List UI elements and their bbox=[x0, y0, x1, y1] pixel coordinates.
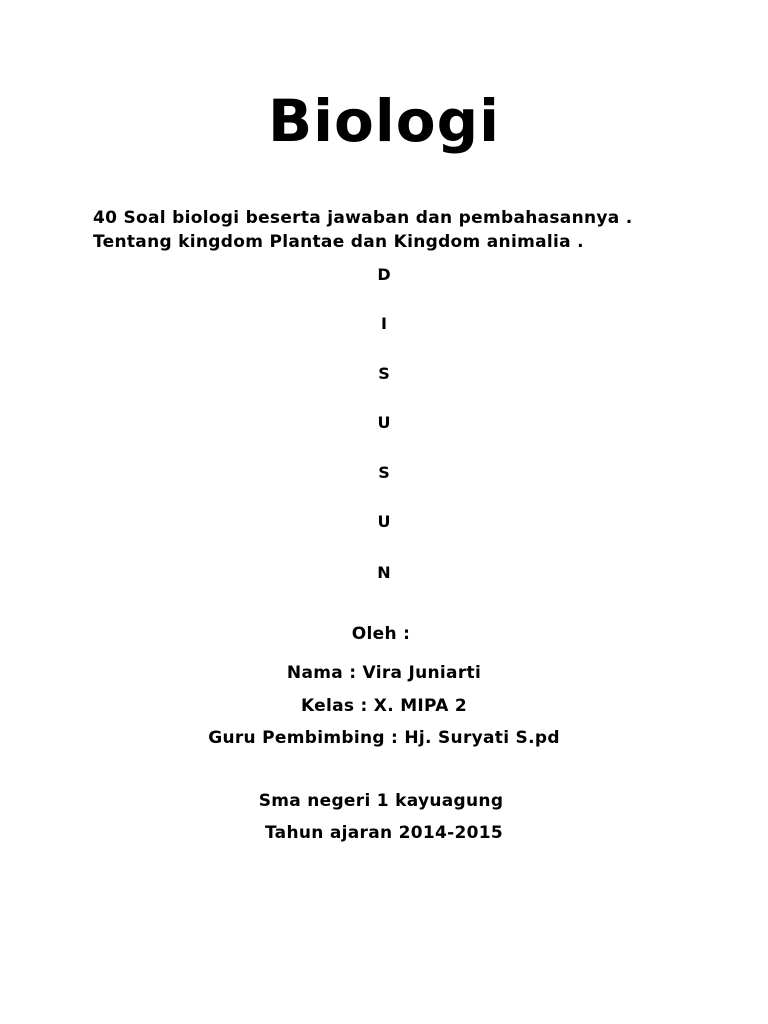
oleh-label: Oleh : bbox=[351, 624, 411, 644]
supervisor-name: Guru Pembimbing : Hj. Suryati S.pd bbox=[208, 728, 560, 748]
disusun-letter-d: D bbox=[377, 265, 391, 284]
intro-line-2: Tentang kingdom Plantae dan Kingdom animalia . bbox=[93, 232, 584, 252]
disusun-letter-u-2: U bbox=[377, 512, 391, 531]
school-year: Tahun ajaran 2014-2015 bbox=[264, 823, 504, 843]
document-title: Biologi bbox=[267, 87, 501, 155]
disusun-letter-n: N bbox=[377, 563, 391, 582]
school-name: Sma negeri 1 kayuagung bbox=[258, 791, 504, 811]
disusun-letter-i: I bbox=[381, 314, 387, 333]
disusun-letter-u: U bbox=[377, 413, 391, 432]
disusun-letter-s: S bbox=[378, 364, 390, 383]
disusun-letter-s-2: S bbox=[378, 463, 390, 482]
author-name: Nama : Vira Juniarti bbox=[286, 663, 482, 683]
author-class: Kelas : X. MIPA 2 bbox=[300, 696, 468, 716]
intro-text bbox=[93, 206, 633, 254]
intro-line-1: 40 Soal biologi beserta jawaban dan pembahasannya . bbox=[93, 208, 633, 228]
